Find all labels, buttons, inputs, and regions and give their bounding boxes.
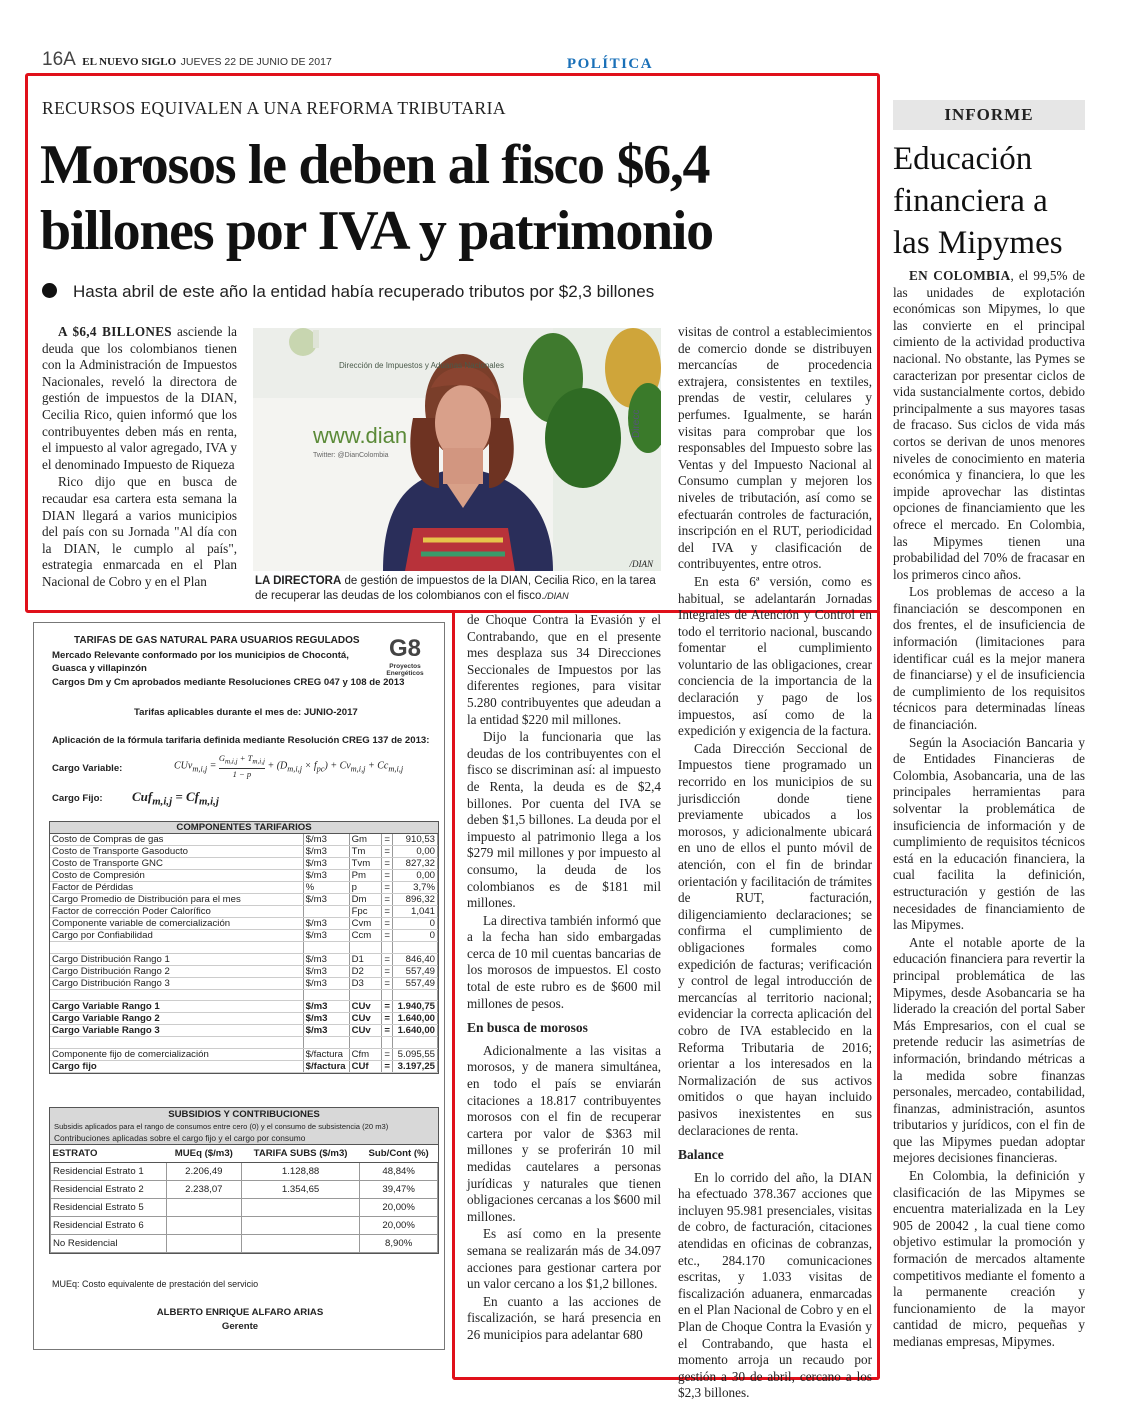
tariff-name: Costo de Transporte GNC	[50, 858, 303, 870]
subsidies-note-1: Subsidis aplicados para el rango de consumos entre cero (0) y el consumo de subsistencia (20 m3)	[50, 1121, 438, 1132]
tariff-unit: $/factura	[303, 1060, 349, 1072]
tariff-equals: =	[382, 858, 393, 870]
tariff-row	[50, 918, 438, 930]
tariff-equals: =	[382, 1048, 393, 1060]
headline-line-1: Morosos le deben al fisco $6,4	[40, 134, 710, 196]
tariff-row	[50, 846, 438, 858]
components-table	[49, 821, 439, 1074]
tariff-unit: $/factura	[303, 1048, 349, 1060]
article-column-1	[42, 324, 237, 592]
tariff-value: 846,40	[393, 953, 438, 965]
tariff-name: Factor de corrección Poder Calorífico	[50, 906, 303, 918]
paragraph: En lo corrido del año, la DIAN ha efectuado 378.367 acciones que incluyen 95.981 presenciales, visitas de cobro, de facturación, citaciones atendidas en oficinas de cobranzas, etc., 284.170 comunicaciones escritas, y 1.033 visitas de fiscalización aduanera, enmarcadas en el Plan Nacional de Cobro y en el Plan de Choque Contra la Evasión y el Contrabando, que hasta el momento arroja un recaudo por gestión a 30 de abril, cercano a los $2,3 billones.	[678, 1169, 872, 1401]
tariff-symbol: D1	[349, 953, 382, 965]
subheading: Balance	[678, 1147, 724, 1163]
tariff-symbol: Cfm	[349, 1048, 382, 1060]
tariff-row	[50, 942, 438, 954]
subsidy-cell: 8,90%	[360, 1234, 438, 1252]
tariff-equals: =	[382, 1013, 393, 1025]
subsidy-cell	[241, 1234, 359, 1252]
paragraph: visitas de control a establecimientos de comercio donde se distribuyen mercancías de procedencia extrajera, consistentes en textiles, prendas de vestir, celulares y perfumes. Igualmente, se harán visitas para comprobar que los responsables del Impuesto sobre las Ventas y del Impuesto Nacional al Consumo cumplan y mejoren los niveles de tributación, así como se efectuarán controles de facturación, inscripción en el RUT, periodicidad del IVA y clasificación de contribuyentes, entre otros.	[678, 324, 872, 572]
paragraph: En cuanto a las acciones de fiscalización, se hará presencia en 26 municipios para adelantar 680	[467, 1293, 661, 1342]
tariff-value: 896,32	[393, 894, 438, 906]
tariff-value: 3,7%	[393, 882, 438, 894]
cargo-fijo-label: Cargo Fijo:	[52, 793, 103, 804]
tariff-symbol: Fpc	[349, 906, 382, 918]
subsidy-cell	[166, 1216, 241, 1234]
paragraph: Ante el notable aporte de la educación financiera para revertir la principal problemática de las Mipymes, desde Asobancaria se ha liderado la creación del portal Saber Más Empresarios, con el cual se pretende reducir las asimetrías de información, brindando métricas a la medida sobre finanzas personales, mercadeo, contabilidad, finanzas, administración, asuntos tributarios y jurídicos, con el fin de que las Mipymes puedan adoptar mejores decisiones financieras.	[893, 934, 1085, 1166]
tariff-value: 1,041	[393, 906, 438, 918]
tariff-value: 0,00	[393, 870, 438, 882]
tariff-name: Costo de Compras de gas	[50, 834, 303, 846]
tariff-value: 5.095,55	[393, 1048, 438, 1060]
lead-in: EN COLOMBIA	[909, 268, 1011, 283]
paragraph: Cada Dirección Seccional de Impuestos tiene programado un recorrido en los municipios de su jurisdicción donde tiene previamente ubicados a los morosos, y adicionalmente ubicará en uno de ellos el punto móvil de atención, con el fin de brindar orientación y facilitación de trámites de RUT, facturación, diligenciamiento declaraciones; se confirma el cumplimiento de obligaciones formales como expedición de facturas; verificación y control de legal introducción de mercancías al territorio nacional; evidenciar la correcta aplicación del cobro de IVA establecido en la Reforma Tributaria de 2016; orientar a los interesados en la Normalización de sus activos omitidos o que hayan incluido pasivos inexistentes en sus declaraciones de renta.	[678, 740, 872, 1138]
subsidy-cell: 1.128,88	[241, 1162, 359, 1180]
signer-name: ALBERTO ENRIQUE ALFARO ARIAS	[156, 1307, 324, 1318]
photo-caption	[255, 574, 665, 604]
g8-logo-mark: G8	[388, 635, 421, 662]
tariff-value: 0	[393, 930, 438, 942]
tariff-symbol: Ccm	[349, 930, 382, 942]
tariff-value: 910,53	[393, 834, 438, 846]
tariff-equals: =	[382, 894, 393, 906]
tariff-row	[50, 870, 438, 882]
cargo-variable-formula: CUv$_{m,i,j}$ = $\frac{G_{m,i,j} + T_{m,i,j}}{1 - p}$ + $(D_{m,i,j} \times f_{pc}) + Cv_{m,i,j} + Cc_{m,i,j}$	[174, 753, 404, 779]
mueq-note: MUEq: Costo equivalente de prestación del servicio	[52, 1279, 259, 1289]
paragraph: La directiva también informó que a la fecha han sido embargadas cerca de 10 mil cuentas bancarias de los morosos de impuestos. El costo total de este rubro es de $600 mil millones de pesos.	[467, 912, 661, 1011]
tariff-equals: =	[382, 834, 393, 846]
headline	[40, 132, 870, 264]
tariff-equals: =	[382, 870, 393, 882]
sidebar-title-line-2: financiera a	[893, 183, 1048, 219]
tariff-value: 827,32	[393, 858, 438, 870]
subsidy-row	[51, 1216, 438, 1234]
subsidy-cell	[241, 1198, 359, 1216]
lead-in: A $6,4 BILLONES	[58, 324, 172, 339]
tariff-unit: $/m3	[303, 1013, 349, 1025]
subsidies-column-header: MUEq ($/m3)	[166, 1145, 241, 1162]
tariff-equals: =	[382, 882, 393, 894]
kicker: RECURSOS EQUIVALEN A UNA REFORMA TRIBUTARIA	[42, 98, 506, 118]
tariff-value	[393, 989, 438, 1001]
paragraph: Dijo la funcionaria que las deudas de los contribuyentes con el fisco se discriminan así: al impuesto de Renta, la deuda es de $2,4 billones. Por cuenta del IVA se deben $1,5 billones. La deuda por el impuesto al patrimonio llega a los $279 mil millones y por impuesto al consumo, la deuda de los colombianos es de $181 mil millones.	[467, 729, 661, 911]
tariff-symbol: Dm	[349, 894, 382, 906]
bullet-icon	[42, 283, 57, 298]
tariff-symbol	[349, 989, 382, 1001]
photo-side-text: Direcc	[631, 409, 642, 438]
subsidies-column-header: TARIFA SUBS ($/m3)	[241, 1145, 359, 1162]
paragraph: En esta 6ª versión, como es habitual, se adelantarán Jornadas Integrales de Atención y Control en todo el territorio nacional, buscando fomentar el cumplimiento voluntario de las obligaciones, crear conciencia de la importancia de la declaración y pago de los impuestos, así como de la expedición y exigencia de la factura.	[678, 573, 872, 739]
tariff-unit: $/m3	[303, 1025, 349, 1037]
gas-formula-line: Aplicación de la fórmula tarifaria definida mediante Resolución CREG 137 de 2013:	[52, 735, 430, 746]
gas-title: TARIFAS DE GAS NATURAL PARA USUARIOS REGULADOS	[74, 635, 360, 646]
tariff-row	[50, 1025, 438, 1037]
photo-url-text: www.dian	[313, 423, 408, 448]
sidebar-label-text: INFORME	[944, 105, 1034, 124]
tariff-row	[50, 894, 438, 906]
tariff-equals	[382, 1037, 393, 1049]
tariff-name: Componente fijo de comercialización	[50, 1048, 303, 1060]
tariff-name: Costo de Compresión	[50, 870, 303, 882]
tariff-symbol: Tm	[349, 846, 382, 858]
subsidy-cell: 2.206,49	[166, 1162, 241, 1180]
subsidy-cell	[166, 1198, 241, 1216]
tariff-unit: $/m3	[303, 858, 349, 870]
tariff-equals: =	[382, 918, 393, 930]
subsidy-row	[51, 1198, 438, 1216]
paragraph: asciende la deuda que los colombianos tienen con la Administración de Impuestos Nacionales, reveló la directora de gestión de impuestos de la DIAN, Cecilia Rico, quien informó que los contribuyentes deben más en renta, el impuesto al valor agregado, IVA y el denominado Impuesto de Riqueza	[42, 324, 237, 472]
tariff-unit	[303, 1037, 349, 1049]
tariff-value: 3.197,25	[393, 1060, 438, 1072]
sidebar-title	[893, 138, 1093, 264]
tariff-unit	[303, 906, 349, 918]
subsidy-cell: No Residencial	[51, 1234, 167, 1252]
subsidies-column-header: Sub/Cont (%)	[360, 1145, 438, 1162]
tariff-row	[50, 989, 438, 1001]
tariff-equals: =	[382, 965, 393, 977]
paragraph: En Colombia, la definición y clasificación de las Mipymes se encuentra materializada en la Ley 905 de 20042 , la cual tiene como objetivo estimular la promoción y formación de mercados altamente competitivos mediante el fomento a la permanente creación y funcionamiento de la mayor cantidad de micro, pequeñas y medianas empresas, Mipymes.	[893, 1168, 1085, 1349]
tariff-name: Cargo Distribución Rango 2	[50, 965, 303, 977]
signer-role: Gerente	[221, 1321, 259, 1332]
subsidy-cell	[241, 1216, 359, 1234]
subsidy-cell: 1.354,65	[241, 1180, 359, 1198]
tariff-equals: =	[382, 1025, 393, 1037]
tariff-value: 1.940,75	[393, 1001, 438, 1013]
paragraph: , el 99,5% de las unidades de explotación económicas son Mipymes, lo que las convierte en el principal cimiento de la actividad productiva nacional. No obstante, las Pymes se caracterizan por presentar ciclos de vida sustancialmente cortos, debido principalmente a sus mayores tasas de fracaso. Sus ciclos de vida más cortos se derivan de unos menores niveles de conocimiento en materia económica y financiera, lo que les impide aprovechar las distintas opciones de financiamiento que les ofrece el mercado. En Colombia, las Mipymes tienen una probabilidad del 70% de fracasar en los primeros cinco años.	[893, 268, 1085, 582]
tariff-row	[50, 1060, 438, 1072]
tariff-value: 0,00	[393, 846, 438, 858]
tariff-row	[50, 834, 438, 846]
tariff-unit: %	[303, 882, 349, 894]
tariff-unit	[303, 989, 349, 1001]
tariff-unit	[303, 942, 349, 954]
tariff-equals: =	[382, 846, 393, 858]
paragraph: Los problemas de acceso a la financiación se descomponen en dos frentes, el de insuficiencia de información (limitaciones para identificar cuál es la mejor manera de financiarse) y el de insuficiencia de cumplimiento de los requisitos técnicos para determinadas líneas de financiación.	[893, 584, 1085, 733]
caption-credit: /DIAN	[544, 591, 569, 601]
tariff-unit: $/m3	[303, 870, 349, 882]
tariff-name: Costo de Transporte Gasoducto	[50, 846, 303, 858]
sidebar-title-line-1: Educación	[893, 141, 1033, 177]
section-name: POLÍTICA	[566, 56, 654, 72]
tariff-symbol	[349, 1037, 382, 1049]
tariff-row	[50, 858, 438, 870]
subsidy-cell: Residencial Estrato 5	[51, 1198, 167, 1216]
tariff-symbol: CUv	[349, 1013, 382, 1025]
sidebar-body	[893, 268, 1085, 1352]
gas-tariff-notice	[33, 622, 445, 1350]
tariff-row	[50, 1037, 438, 1049]
sidebar-label	[893, 100, 1085, 130]
subheading: En busca de morosos	[467, 1020, 588, 1036]
tariff-value: 1.640,00	[393, 1013, 438, 1025]
sidebar-title-line-3: las Mipymes	[893, 225, 1063, 261]
g8-logo	[374, 635, 436, 677]
subsidy-cell: 39,47%	[360, 1180, 438, 1198]
subsidies-table	[49, 1107, 439, 1254]
tariff-row	[50, 882, 438, 894]
tariff-equals: =	[382, 906, 393, 918]
subsidy-row	[51, 1234, 438, 1252]
tariff-symbol	[349, 942, 382, 954]
subsidies-note-2: Contribuciones aplicadas sobre el cargo fijo y el cargo por consumo	[50, 1132, 438, 1145]
tariff-unit: $/m3	[303, 977, 349, 989]
tariff-name	[50, 1037, 303, 1049]
tariff-name: Cargo Variable Rango 1	[50, 1001, 303, 1013]
tariff-symbol: Tvm	[349, 858, 382, 870]
tariff-value: 1.640,00	[393, 1025, 438, 1037]
tariff-row	[50, 953, 438, 965]
tariff-value: 557,49	[393, 965, 438, 977]
deck	[42, 282, 872, 302]
subsidy-cell: 20,00%	[360, 1216, 438, 1234]
tariff-symbol: D3	[349, 977, 382, 989]
tariff-name: Factor de Pérdidas	[50, 882, 303, 894]
tariff-symbol: Gm	[349, 834, 382, 846]
gas-month-line: Tarifas aplicables durante el mes de: JUNIO-2017	[134, 707, 358, 718]
subsidy-cell: Residencial Estrato 1	[51, 1162, 167, 1180]
paragraph: Rico dijo que en busca de recaudar esa cartera esta semana la DIAN llegará a varios municipios del país con su Jornada "Al día con la DIAN, le cumplo al país", estrategia enmarcada en el Plan Nacional de Cobro y en el Plan	[42, 474, 237, 589]
headline-line-2: billones por IVA y patrimonio	[40, 200, 713, 262]
tariff-equals	[382, 989, 393, 1001]
components-header: COMPONENTES TARIFARIOS	[50, 822, 438, 834]
subsidy-cell: 2.238,07	[166, 1180, 241, 1198]
article-photo	[253, 328, 661, 571]
article-column-2	[467, 612, 661, 1345]
tariff-symbol: p	[349, 882, 382, 894]
paragraph: Adicionalmente a las visitas a morosos, y de manera simultánea, en todo el país se enviarán citaciones a 18.817 contribuyentes morosos con el fin de recuperar cartera por valor de $363 mil millones y se proferirán 10 mil medidas cautelares a personas jurídicas y naturales que tienen obligaciones cercanas a los $600 mil millones.	[467, 1042, 661, 1224]
paragraph: Según la Asociación Bancaria y de Entidades Financieras de Colombia, Asobancaria, una de las principales herramientas para solventar la problemática de insuficiencia de información y de cumplimiento de requisitos técnicos está en la educación financiera, la cual facilita la definición, estructuración y gestión de las necesidades de financiamiento de las Mipymes.	[893, 734, 1085, 933]
subsidies-grid	[50, 1145, 438, 1253]
tariff-name: Cargo Variable Rango 3	[50, 1025, 303, 1037]
tariff-row	[50, 1013, 438, 1025]
tariff-value: 557,49	[393, 977, 438, 989]
tariff-name: Cargo fijo	[50, 1060, 303, 1072]
tariff-row	[50, 977, 438, 989]
tariff-symbol: Pm	[349, 870, 382, 882]
tariff-value	[393, 1037, 438, 1049]
tariff-equals: =	[382, 977, 393, 989]
subsidy-cell: Residencial Estrato 6	[51, 1216, 167, 1234]
cargo-variable-label: Cargo Variable:	[52, 763, 123, 774]
article-column-3	[678, 324, 872, 1403]
subsidies-column-header: ESTRATO	[51, 1145, 167, 1162]
photo-credit: /DIAN	[629, 559, 653, 569]
tariff-name: Cargo por Confiabilidad	[50, 930, 303, 942]
tariff-name: Cargo Variable Rango 2	[50, 1013, 303, 1025]
tariff-value: 0	[393, 918, 438, 930]
subsidies-header: SUBSIDIOS Y CONTRIBUCIONES	[50, 1108, 438, 1121]
deck-text: Hasta abril de este año la entidad había recuperado tributos por $2,3 billones	[73, 282, 655, 301]
tariff-name: Cargo Distribución Rango 3	[50, 977, 303, 989]
tariff-symbol: D2	[349, 965, 382, 977]
tariff-unit: $/m3	[303, 846, 349, 858]
subsidy-cell: 48,84%	[360, 1162, 438, 1180]
caption-text: de gestión de impuestos de la DIAN, Cecilia Rico, en la tarea de recuperar las deudas de los colombianos con el fisco.	[255, 575, 656, 602]
tariff-unit: $/m3	[303, 965, 349, 977]
tariff-unit: $/m3	[303, 1001, 349, 1013]
tariff-equals: =	[382, 953, 393, 965]
subsidy-cell: Residencial Estrato 2	[51, 1180, 167, 1198]
tariff-value	[393, 942, 438, 954]
tariff-symbol: CUv	[349, 1025, 382, 1037]
tariff-name: Cargo Promedio de Distribución para el mes	[50, 894, 303, 906]
paper-name: EL NUEVO SIGLO	[82, 56, 177, 68]
tariff-equals: =	[382, 930, 393, 942]
tariff-unit: $/m3	[303, 918, 349, 930]
gas-market-line: Mercado Relevante conformado por los municipios de Chocontá, Guasca y villapinzón	[52, 650, 349, 674]
tariff-name: Cargo Distribución Rango 1	[50, 953, 303, 965]
tariff-name: Componente variable de comercialización	[50, 918, 303, 930]
tariff-name	[50, 942, 303, 954]
tariff-row	[50, 906, 438, 918]
caption-lead: LA DIRECTORA	[255, 575, 342, 587]
page-number: 16A	[42, 49, 76, 70]
tariff-equals: =	[382, 1060, 393, 1072]
tariff-unit: $/m3	[303, 930, 349, 942]
paragraph: de Choque Contra la Evasión y el Contrabando, que en el presente mes desplaza sus 34 Direcciones Seccionales de Impuestos por las diferentes regiones, para visitar 5.280 contribuyentes que adeudan a la entidad $220 mil millones.	[467, 612, 661, 727]
g8-logo-sub: Proyectos Energéticos	[386, 663, 424, 677]
components-grid	[50, 834, 438, 1073]
issue-date: JUEVES 22 DE JUNIO DE 2017	[180, 56, 332, 68]
tariff-unit: $/m3	[303, 894, 349, 906]
photo-twitter-text: Twitter: @DianColombia	[313, 452, 389, 459]
tariff-equals	[382, 942, 393, 954]
tariff-row	[50, 965, 438, 977]
tariff-name	[50, 989, 303, 1001]
tariff-unit: $/m3	[303, 953, 349, 965]
tariff-symbol: CUf	[349, 1060, 382, 1072]
paragraph: Es así como en la presente semana se realizarán más de 34.097 acciones para gestionar cartera por un valor cercano a los $1,2 billones.	[467, 1226, 661, 1292]
tariff-equals: =	[382, 1001, 393, 1013]
tariff-unit: $/m3	[303, 834, 349, 846]
tariff-row	[50, 1001, 438, 1013]
tariff-symbol: Cvm	[349, 918, 382, 930]
tariff-row	[50, 930, 438, 942]
subsidy-cell	[166, 1234, 241, 1252]
subsidy-row	[51, 1162, 438, 1180]
photo-banner-text: Dirección de Impuestos y Aduanas Nacionales	[339, 361, 504, 370]
tariff-row	[50, 1048, 438, 1060]
subsidy-row	[51, 1180, 438, 1198]
cargo-fijo-formula: $Cuf_{m,i,j} = Cf_{m,i,j}$	[132, 789, 219, 808]
subsidy-cell: 20,00%	[360, 1198, 438, 1216]
gas-resolution-line: Cargos Dm y Cm aprobados mediante Resoluciones CREG 047 y 108 de 2013	[52, 677, 405, 688]
tariff-symbol: CUv	[349, 1001, 382, 1013]
